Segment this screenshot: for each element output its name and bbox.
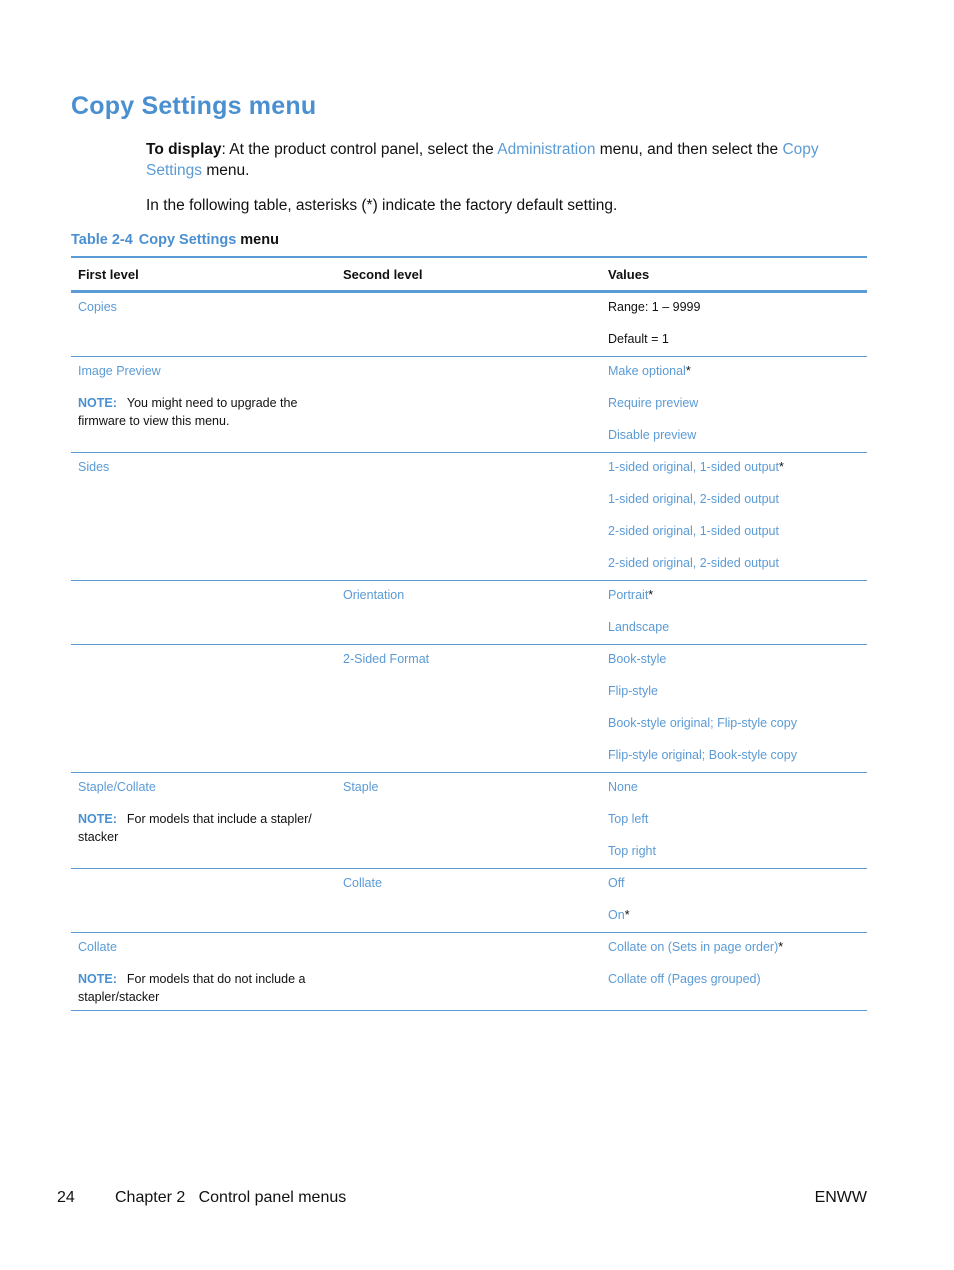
- value-line: [608, 650, 860, 682]
- first-level-cell: [71, 933, 336, 1011]
- intro-text-2: menu, and then select the: [595, 141, 783, 158]
- second-level-cell: [336, 645, 601, 773]
- value-option[interactable]: Make optional: [608, 364, 686, 378]
- intro-text-1: : At the product control panel, select the: [221, 141, 498, 158]
- value-option[interactable]: Top left: [608, 812, 649, 826]
- value-line: [608, 394, 860, 426]
- default-asterisk: *: [685, 364, 691, 378]
- value-line: [608, 426, 860, 448]
- value-line: [608, 330, 860, 352]
- first-level-cell: [71, 645, 336, 773]
- value-text: Range: 1 – 9999: [608, 300, 701, 314]
- value-option[interactable]: Flip-style: [608, 684, 659, 698]
- value-option[interactable]: Collate off (Pages grouped): [608, 972, 761, 986]
- first-level-item[interactable]: Collate: [78, 940, 117, 954]
- value-line: [608, 522, 860, 554]
- default-asterisk: *: [648, 588, 654, 602]
- value-line: [608, 490, 860, 522]
- value-option[interactable]: Book-style: [608, 652, 667, 666]
- table-row: [71, 933, 867, 1011]
- table-row: [71, 357, 867, 453]
- second-level-cell: [336, 357, 601, 453]
- value-line: [608, 586, 860, 618]
- table-caption: [71, 232, 279, 248]
- first-level-cell: [71, 357, 336, 453]
- header-second-level: Second level: [336, 257, 601, 292]
- table-name: Copy Settings: [138, 232, 237, 248]
- second-level-cell: [336, 773, 601, 869]
- second-level-cell: [336, 453, 601, 581]
- footer-right: ENWW: [814, 1189, 867, 1206]
- copy-settings-table: [71, 256, 867, 1011]
- table-row: [71, 581, 867, 645]
- value-line: [608, 682, 860, 714]
- value-line: [608, 362, 860, 394]
- value-line: [608, 778, 860, 810]
- page-number: 24: [57, 1189, 75, 1206]
- value-option[interactable]: 2-sided original, 1-sided output: [608, 524, 779, 538]
- header-values: Values: [601, 257, 867, 292]
- values-cell: [601, 453, 867, 581]
- second-level-item[interactable]: Orientation: [343, 588, 405, 602]
- default-asterisk: *: [624, 908, 630, 922]
- note-text: For models that do not include a stapler/stacker: [78, 972, 306, 1004]
- note-text: You might need to upgrade the firmware to view this menu.: [78, 396, 298, 428]
- intro-label: To display: [146, 141, 222, 158]
- value-line: [608, 618, 860, 640]
- values-cell: [601, 581, 867, 645]
- value-option[interactable]: On: [608, 908, 625, 922]
- default-note: In the following table, asterisks (*) indicate the factory default setting.: [146, 197, 618, 214]
- first-level-item[interactable]: Copies: [78, 300, 117, 314]
- value-option[interactable]: Collate on (Sets in page order): [608, 940, 779, 954]
- value-line: [608, 842, 860, 864]
- note-label: NOTE:: [78, 972, 117, 986]
- page-title: Copy Settings menu: [71, 92, 317, 120]
- value-option[interactable]: 1-sided original, 1-sided output: [608, 460, 779, 474]
- table-row: [71, 773, 867, 869]
- values-cell: [601, 645, 867, 773]
- note-text: For models that include a stapler/ stacker: [78, 812, 312, 844]
- value-line: [608, 970, 860, 992]
- first-level-item[interactable]: Sides: [78, 460, 110, 474]
- second-level-cell: [336, 581, 601, 645]
- first-level-cell: [71, 773, 336, 869]
- values-cell: [601, 773, 867, 869]
- first-level-cell: [71, 292, 336, 357]
- value-line: [608, 714, 860, 746]
- second-level-cell: [336, 933, 601, 1011]
- values-cell: [601, 869, 867, 933]
- table-row: [71, 869, 867, 933]
- value-option[interactable]: 1-sided original, 2-sided output: [608, 492, 779, 506]
- note-label: NOTE:: [78, 812, 117, 826]
- header-first-level: First level: [71, 257, 336, 292]
- note: [78, 810, 323, 846]
- second-level-cell: [336, 869, 601, 933]
- copy-settings-link[interactable]: Copy Settings: [146, 141, 819, 179]
- value-option[interactable]: Landscape: [608, 620, 670, 634]
- value-option[interactable]: Off: [608, 876, 625, 890]
- table-number: Table 2-4: [71, 232, 133, 248]
- value-option[interactable]: Flip-style original; Book-style copy: [608, 748, 797, 762]
- table-row: [71, 453, 867, 581]
- default-asterisk: *: [778, 460, 784, 474]
- first-level-item[interactable]: Staple/Collate: [78, 780, 156, 794]
- second-level-item[interactable]: Staple: [343, 780, 379, 794]
- value-line: [608, 874, 860, 906]
- values-cell: [601, 292, 867, 357]
- value-text: Default = 1: [608, 332, 669, 346]
- chapter-title: Chapter 2 Control panel menus: [115, 1189, 347, 1206]
- value-option[interactable]: Portrait: [608, 588, 649, 602]
- second-level-item[interactable]: Collate: [343, 876, 382, 890]
- table-row: [71, 292, 867, 357]
- second-level-item[interactable]: 2-Sided Format: [343, 652, 430, 666]
- table-suffix: menu: [236, 232, 279, 248]
- value-line: [608, 746, 860, 768]
- first-level-cell: [71, 453, 336, 581]
- value-option[interactable]: 2-sided original, 2-sided output: [608, 556, 779, 570]
- first-level-cell: [71, 581, 336, 645]
- note-label: NOTE:: [78, 396, 117, 410]
- value-line: [608, 938, 860, 970]
- table-row: [71, 645, 867, 773]
- value-line: [608, 810, 860, 842]
- value-option[interactable]: Disable preview: [608, 428, 697, 442]
- value-line: [608, 458, 860, 490]
- table-header-row: [71, 257, 867, 292]
- first-level-item[interactable]: Image Preview: [78, 364, 161, 378]
- values-cell: [601, 357, 867, 453]
- value-line: [608, 298, 860, 330]
- value-line: [608, 554, 860, 576]
- default-asterisk: *: [778, 940, 784, 954]
- note: [78, 394, 323, 430]
- value-option[interactable]: None: [608, 780, 638, 794]
- note: [78, 970, 323, 1006]
- intro-paragraph: [146, 139, 866, 181]
- value-line: [608, 906, 860, 928]
- value-option[interactable]: Book-style original; Flip-style copy: [608, 716, 797, 730]
- first-level-cell: [71, 869, 336, 933]
- value-option[interactable]: Require preview: [608, 396, 699, 410]
- values-cell: [601, 933, 867, 1011]
- intro-text-3: menu.: [202, 162, 250, 179]
- value-option[interactable]: Top right: [608, 844, 656, 858]
- second-level-cell: [336, 292, 601, 357]
- administration-link[interactable]: Administration: [497, 141, 596, 158]
